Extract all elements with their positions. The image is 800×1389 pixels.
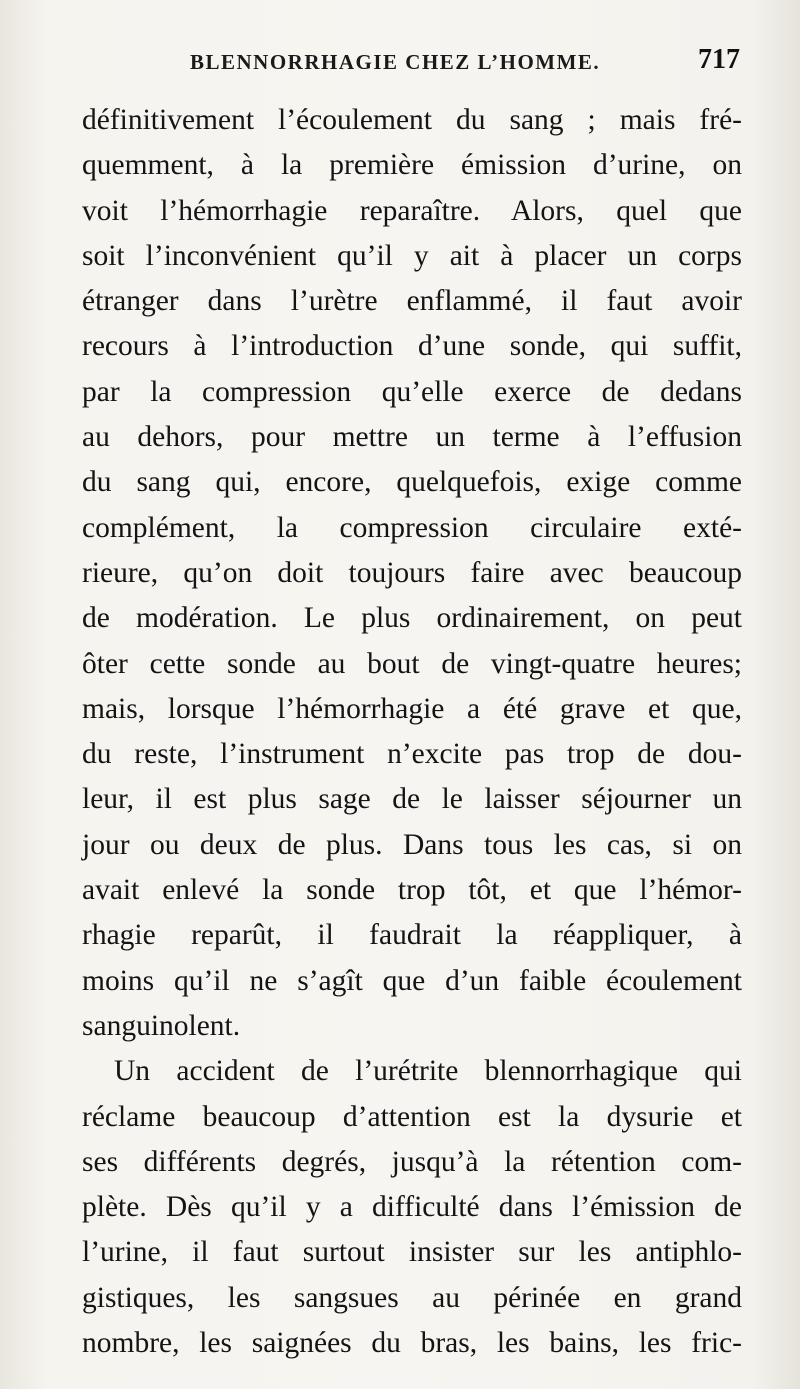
text-line: quemment, à la première émission d’urine, on xyxy=(82,149,742,182)
text-line: complément, la compression circulaire exté- xyxy=(82,511,742,544)
text-line: plète. Dès qu’il y a difficulté dans l’émission de xyxy=(82,1191,742,1224)
text-line: du reste, l’instrument n’excite pas trop de dou- xyxy=(82,738,742,771)
text-line: leur, il est plus sage de le laisser séjourner un xyxy=(82,783,742,816)
paragraph-start-line: Un accident de l’urétrite blennorrhagique qui xyxy=(114,1055,742,1088)
page-number: 717 xyxy=(698,44,740,75)
text-line: au dehors, pour mettre un terme à l’effusion xyxy=(82,421,742,454)
paragraph-end-line: sanguinolent. xyxy=(82,1009,241,1042)
text-line: ses différents degrés, jusqu’à la rétention com- xyxy=(82,1145,742,1178)
text-line: définitivement l’écoulement du sang ; mais fré- xyxy=(82,104,742,136)
text-line: moins qu’il ne s’agît que d’un faible écoulement xyxy=(82,964,742,997)
text-line: gistiques, les sangsues au périnée en grand xyxy=(82,1281,742,1314)
text-line: recours à l’introduction d’une sonde, qui suffit, xyxy=(82,330,742,363)
text-line: avait enlevé la sonde trop tôt, et que l’hémor- xyxy=(82,874,742,907)
text-line: ôter cette sonde au bout de vingt-quatre heures; xyxy=(82,647,742,680)
text-line: étranger dans l’urètre enflammé, il faut avoir xyxy=(82,285,742,318)
text-line: l’urine, il faut surtout insister sur les antiphlo- xyxy=(82,1236,742,1269)
text-line: nombre, les saignées du bras, les bains, les fric- xyxy=(82,1327,742,1360)
text-line: voit l’hémorrhagie reparaître. Alors, quel que xyxy=(82,194,742,227)
text-line: par la compression qu’elle exerce de dedans xyxy=(82,375,742,408)
text-line: mais, lorsque l’hémorrhagie a été grave et que, xyxy=(82,692,742,725)
text-line: du sang qui, encore, quelquefois, exige comme xyxy=(82,466,742,499)
running-head: BLENNORRHAGIE CHEZ L’HOMME. xyxy=(190,50,601,74)
page-header xyxy=(80,44,742,84)
text-line: soit l’inconvénient qu’il y ait à placer un corps xyxy=(82,239,742,272)
body-text xyxy=(82,98,742,1366)
text-line: de modération. Le plus ordinairement, on peut xyxy=(82,602,742,635)
text-line: rieure, qu’on doit toujours faire avec beaucoup xyxy=(82,556,742,589)
text-line: jour ou deux de plus. Dans tous les cas, si on xyxy=(82,828,742,861)
text-line: rhagie reparût, il faudrait la réappliquer, à xyxy=(82,919,742,952)
text-line: réclame beaucoup d’attention est la dysurie et xyxy=(82,1100,742,1133)
